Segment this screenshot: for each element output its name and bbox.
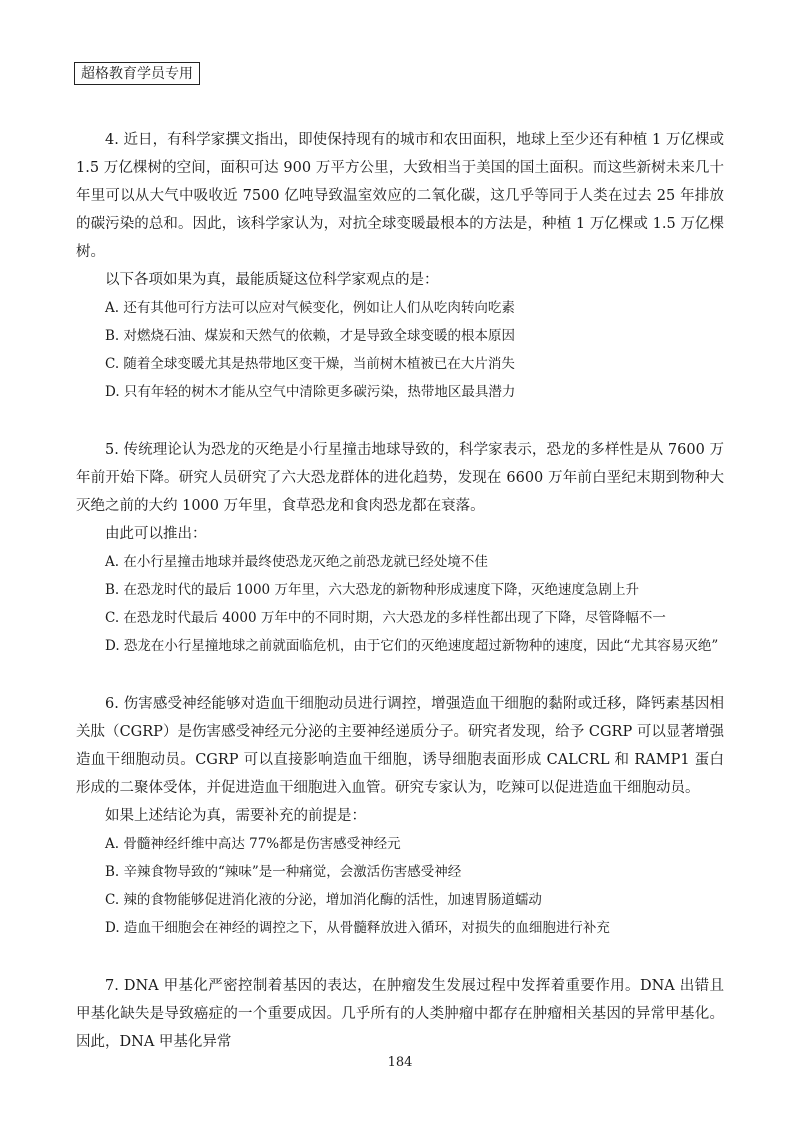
header-tag: 超格教育学员专用 [74, 62, 200, 85]
question-stem: 7. DNA 甲基化严密控制着基因的表达，在肿瘤发生发展过程中发挥着重要作用。DNA 出错且甲基化缺失是导致癌症的一个重要成因。几乎所有的人类肿瘤中都存在肿瘤相关基因的异常甲基化。因此，DNA 甲基化异常 [76, 978, 724, 1050]
option-d: D. 恐龙在小行星撞地球之前就面临危机，由于它们的灭绝速度超过新物种的速度，因此“尤其容易灭绝” [105, 638, 719, 654]
question-prompt: 以下各项如果为真，最能质疑这位科学家观点的是： [105, 272, 439, 288]
option-a: A. 骨髓神经纤维中高达 77%都是伤害感受神经元 [105, 836, 401, 852]
option-a: A. 还有其他可行方法可以应对气候变化，例如让人们从吃肉转向吃素 [105, 300, 515, 316]
page-number: 184 [387, 1055, 413, 1070]
option-a: A. 在小行星撞击地球并最终使恐龙灭绝之前恐龙就已经处境不佳 [105, 554, 488, 570]
option-b: B. 对燃烧石油、煤炭和天然气的依赖，才是导致全球变暖的根本原因 [105, 328, 516, 344]
question-7 [76, 972, 724, 1056]
option-b: B. 在恐龙时代的最后 1000 万年里，六大恐龙的新物种形成速度下降，灭绝速度急剧上升 [105, 582, 639, 598]
option-d: D. 造血干细胞会在神经的调控之下，从骨髓释放进入循环，对损失的血细胞进行补充 [105, 920, 610, 936]
question-4 [76, 126, 724, 406]
question-stem: 6. 伤害感受神经能够对造血干细胞动员进行调控，增强造血干细胞的黏附或迁移，降钙素基因相关肽（CGRP）是伤害感受神经元分泌的主要神经递质分子。研究者发现，给予 CGRP 可以显著增强造血干细胞动员。CGRP 可以直接影响造血干细胞，诱导细胞表面形成 CALCRL 和 RAMP1 蛋白形成的二聚体受体，并促进造血干细胞进入血管。研究专家认为，吃辣可以促进造血干细胞动员。 [76, 696, 724, 796]
option-c: C. 辣的食物能够促进消化液的分泌，增加消化酶的活性，加速胃肠道蠕动 [105, 892, 542, 908]
question-prompt: 如果上述结论为真，需要补充的前提是： [105, 808, 366, 824]
option-d: D. 只有年轻的树木才能从空气中清除更多碳污染，热带地区最具潜力 [105, 384, 516, 400]
option-c: C. 在恐龙时代最后 4000 万年中的不同时期，六大恐龙的多样性都出现了下降，尽管降幅不一 [105, 610, 666, 626]
question-prompt: 由此可以推出： [105, 526, 207, 542]
question-6 [76, 690, 724, 942]
option-c: C. 随着全球变暖尤其是热带地区变干燥，当前树木植被已在大片消失 [105, 356, 515, 372]
question-stem: 5. 传统理论认为恐龙的灭绝是小行星撞击地球导致的，科学家表示，恐龙的多样性是从 7600 万年前开始下降。研究人员研究了六大恐龙群体的进化趋势，发现在 6600 万年前白垩纪末期到物种大灭绝之前的大约 1000 万年里，食草恐龙和食肉恐龙都在衰落。 [76, 442, 724, 514]
question-stem: 4. 近日，有科学家撰文指出，即使保持现有的城市和农田面积，地球上至少还有种植 1 万亿棵或 1.5 万亿棵树的空间，面积可达 900 万平方公里，大致相当于美国的国土面积。而这些新树未来几十年里可以从大气中吸收近 7500 亿吨导致温室效应的二氧化碳，这几乎等同于人类在过去 25 年排放的碳污染的总和。因此，该科学家认为，对抗全球变暖最根本的方法是，种植 1 万亿棵或 1.5 万亿棵树。 [76, 132, 724, 260]
question-list [76, 126, 724, 1086]
option-b: B. 辛辣食物导致的“辣味”是一种痛觉，会激活伤害感受神经 [105, 864, 462, 880]
question-5 [76, 436, 724, 660]
